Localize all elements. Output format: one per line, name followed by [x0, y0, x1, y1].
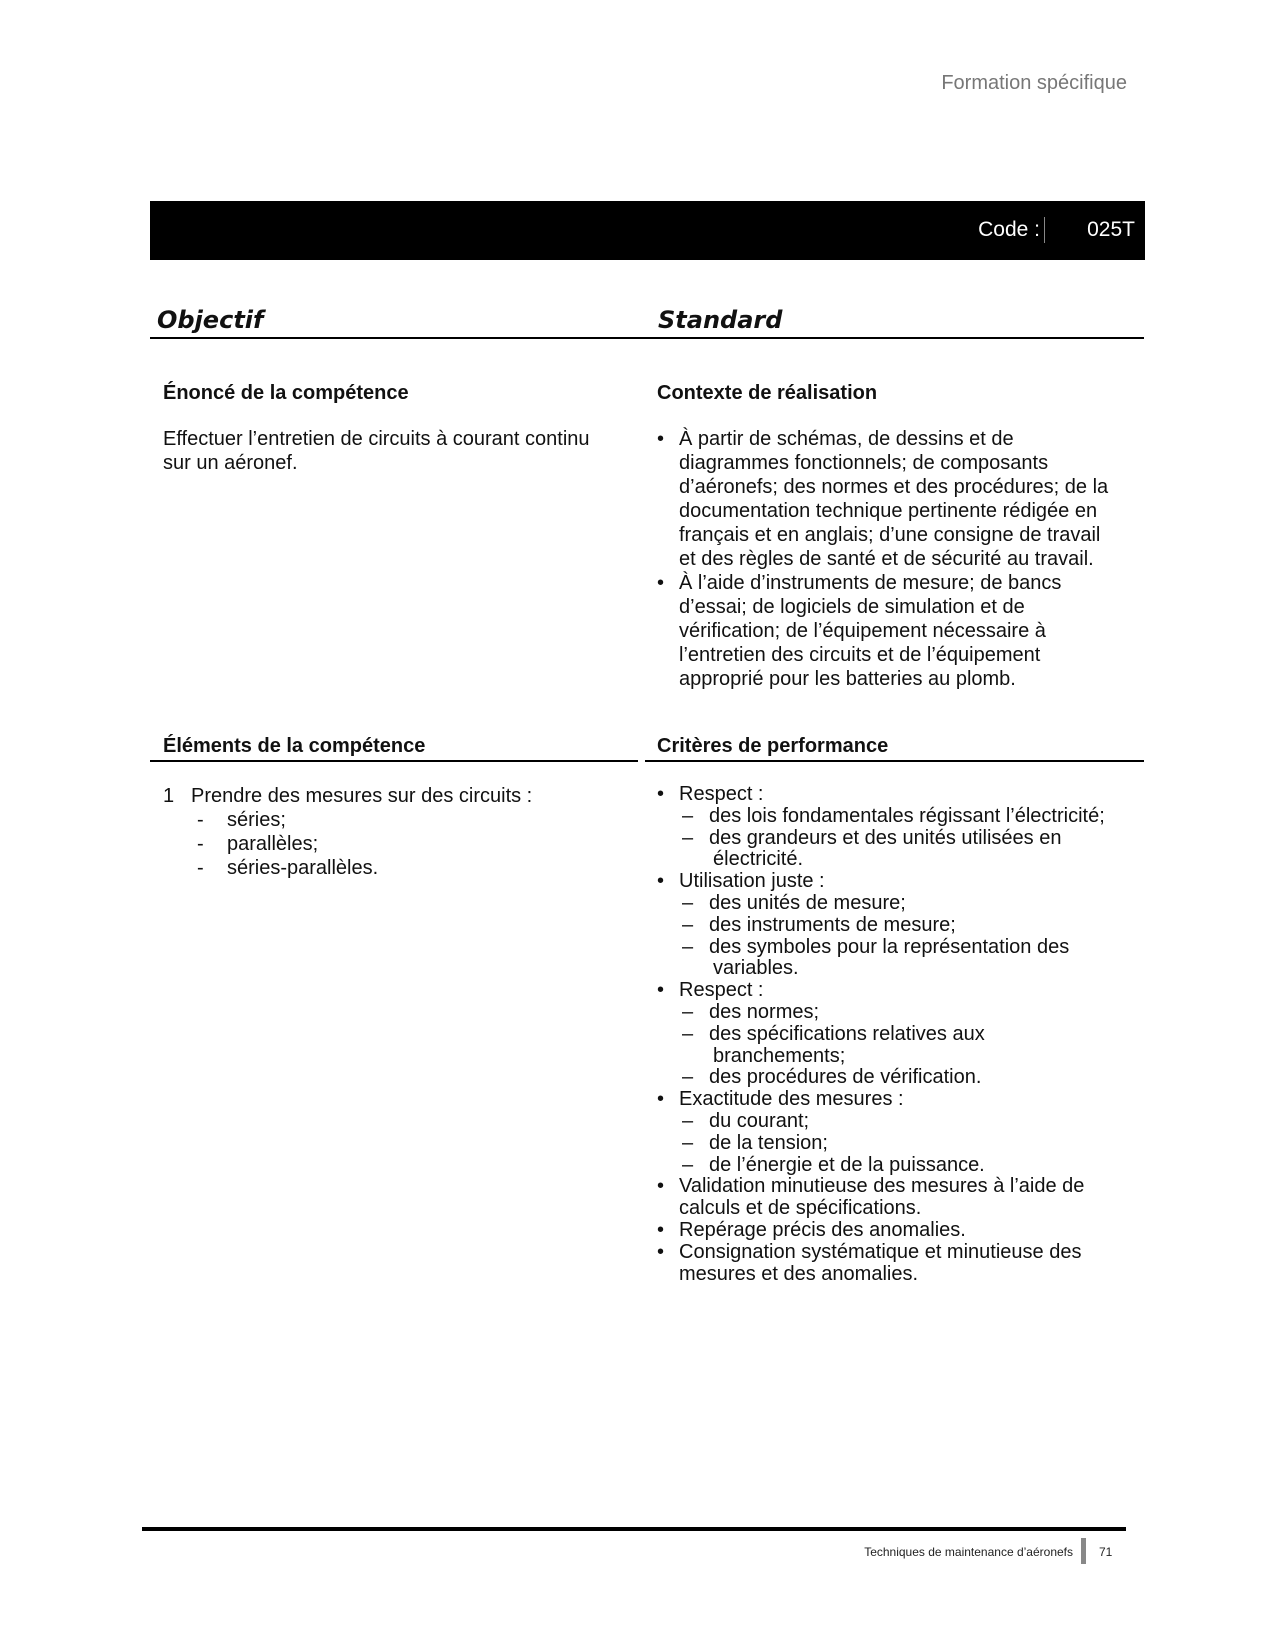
critere-sub: – des lois fondamentales régissant l’électricité; [679, 806, 1127, 828]
section-header: Formation spécifique [941, 72, 1127, 94]
enonce-line: sur un aéronef. [163, 452, 298, 474]
page-number: 71 [1099, 1545, 1113, 1559]
element-number: 1 [163, 785, 175, 807]
contexte-heading: Contexte de réalisation [657, 382, 878, 404]
critere-sub: – des spécifications relatives aux branchements; [679, 1024, 1127, 1068]
enonce-text [163, 427, 590, 475]
critere-sub: – des grandeurs et des unités utilisées en électricité. [679, 828, 1127, 872]
critere-sub: – de l’énergie et de la puissance. [679, 1155, 1127, 1177]
critere-sub: – des procédures de vérification. [679, 1067, 1127, 1089]
standard-title: Standard [658, 306, 783, 334]
critere-item: • Consignation systématique et minutieuse des mesures et des anomalies. [657, 1242, 1127, 1286]
contexte-item: • À partir de schémas, de dessins et de diagrammes fonctionnels; de composants d’aéronefs; des normes et des procédures; de la documentation technique pertinente rédigée en français et en anglais; d’une consigne de travail et des règles de santé et de sécurité au travail. [657, 427, 1137, 571]
critere-item: • Validation minutieuse des mesures à l’aide de calculs et de spécifications. [657, 1176, 1127, 1220]
elements-heading: Éléments de la compétence [163, 735, 426, 757]
critere-sub: – du courant; [679, 1111, 1127, 1133]
critere-sub: – de la tension; [679, 1133, 1127, 1155]
footer-rule [142, 1527, 1126, 1531]
critere-item: • Respect : – des lois fondamentales régissant l’électricité; – des grandeurs et des unités utilisées en électricité. [657, 784, 1127, 871]
contexte-list [657, 427, 1137, 691]
critere-item: • Respect : – des normes; – des spécifications relatives aux branchements; – des procédures de vérification. [657, 980, 1127, 1089]
enonce-heading: Énoncé de la compétence [163, 382, 409, 404]
element-sub: - séries; [197, 808, 532, 832]
criteres-heading: Critères de performance [657, 735, 889, 757]
criteres-rule [645, 760, 1144, 762]
code-bar [150, 201, 1145, 260]
critere-sub: – des instruments de mesure; [679, 915, 1127, 937]
critere-item: • Exactitude des mesures : – du courant; – de la tension; – de l’énergie et de la puissance. [657, 1089, 1127, 1176]
title-rule [150, 337, 1144, 339]
enonce-line: Effectuer l’entretien de circuits à courant continu [163, 428, 590, 450]
critere-item: • Repérage précis des anomalies. [657, 1220, 1127, 1242]
element-text: Prendre des mesures sur des circuits : [191, 785, 533, 807]
elements-rule [150, 760, 638, 762]
code-label: Code : [978, 218, 1040, 241]
critere-sub: – des normes; [679, 1002, 1127, 1024]
element-sub: - séries-parallèles. [197, 856, 532, 880]
code-separator [1044, 217, 1045, 243]
code-value: 025T [1087, 218, 1135, 241]
contexte-item: • À l’aide d’instruments de mesure; de bancs d’essai; de logiciels de simulation et de vérification; de l’équipement nécessaire à l’entretien des circuits et de l’équipement approprié pour les batteries au plomb. [657, 571, 1137, 691]
footer-title: Techniques de maintenance d’aéronefs [864, 1545, 1073, 1559]
objectif-title: Objectif [157, 306, 264, 334]
element-item [163, 784, 532, 880]
critere-sub: – des symboles pour la représentation des variables. [679, 937, 1127, 981]
critere-item: • Utilisation juste : – des unités de mesure; – des instruments de mesure; – des symboles pour la représentation des variables. [657, 871, 1127, 980]
element-sub: - parallèles; [197, 832, 532, 856]
footer-divider [1081, 1538, 1086, 1564]
criteres-list [657, 784, 1127, 1285]
critere-sub: – des unités de mesure; [679, 893, 1127, 915]
